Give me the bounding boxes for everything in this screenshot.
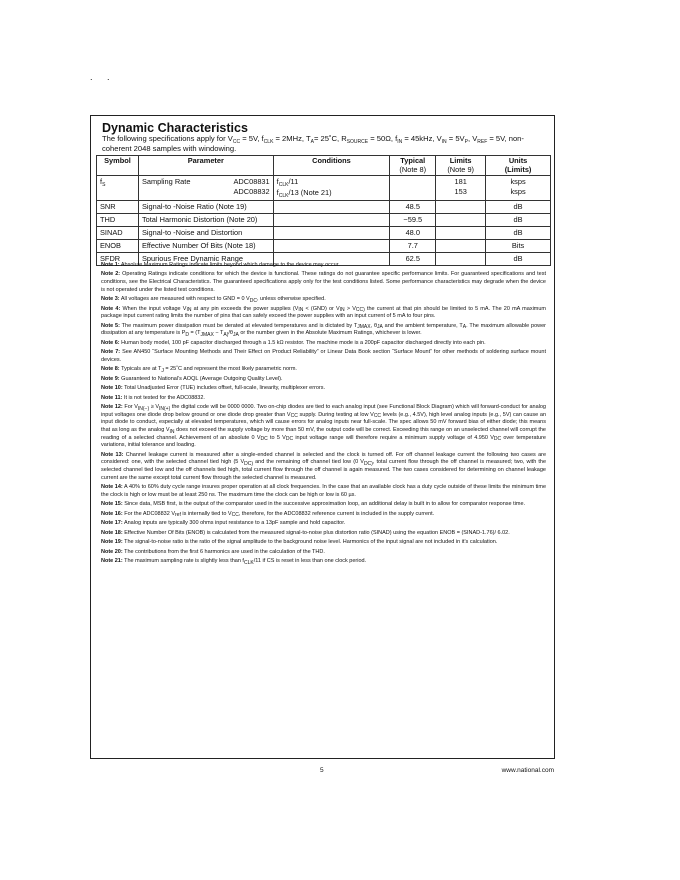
fs-condition-2: $f_{CLK}/13$ (Note 21) bbox=[276, 188, 332, 199]
note-label: Note 13: bbox=[101, 451, 124, 458]
section-intro: The following specifications apply for VCC = 5V, fCLK = 2MHz, TA= 25˚C, RSOURCE = 50Ω, fIN = 45kHz, VIN = 5VP, VREF = 5V, non-coherent 2048 samples with windowing. bbox=[102, 134, 524, 153]
note-item bbox=[101, 366, 546, 374]
cell-symbol: THD bbox=[97, 214, 139, 227]
fs-parameter-cell bbox=[138, 176, 273, 201]
note-text: Effective Number Of Bits (ENOB) is calculated from the measured signal-to-noise plus distortion ratio (SINAD) using the equation ENOB = (SINAD-1.76)/ 6.02. bbox=[124, 529, 510, 536]
table-header-row bbox=[97, 156, 551, 176]
cell-parameter: Signal-to -Noise and Distortion bbox=[138, 227, 273, 240]
note-label: Note 9: bbox=[101, 375, 120, 382]
note-item bbox=[101, 395, 546, 403]
note-text: The contributions from the first 6 harmonics are used in the calculation of the THD. bbox=[124, 548, 325, 555]
fs-parameter: Sampling Rate bbox=[141, 177, 191, 187]
note-item bbox=[101, 385, 546, 393]
note-text: Guaranteed to National’s AOQL (Average Outgoing Quality Level). bbox=[121, 375, 283, 382]
cell-conditions bbox=[273, 227, 390, 240]
fs-part-line-2 bbox=[142, 187, 270, 197]
note-label: Note 2: bbox=[101, 271, 121, 278]
note-item bbox=[101, 501, 546, 509]
note-label: Note 15: bbox=[101, 501, 123, 508]
cell-typical: 48.5 bbox=[390, 201, 436, 214]
note-label: Note 21: bbox=[101, 558, 123, 564]
cell-units: dB bbox=[486, 201, 551, 214]
fs-part-2: ADC08832 bbox=[233, 187, 270, 197]
note-item bbox=[101, 404, 546, 450]
header-conditions: Conditions bbox=[273, 156, 390, 176]
cell-limits bbox=[436, 201, 486, 214]
note-text: Channel leakage current is measured after a single-ended channel is selected and the clock is turned off. For off channel leakage current the following two cases are considered: one, with the selected channel tied high (5 VDC) and the remaining off channel tied low (0 VDC), total current flow through the off channel is measured; two, with the selected channel tied low and the off channels tied high, total current flow through the off channel is again measured. The two cases considered for determining on channel leakage current are the same except total current flow through the selected channel is measured. bbox=[101, 451, 547, 481]
note-text: Analog inputs are typically 300 ohms input resistance to a 13pF sample and hold capacitor. bbox=[123, 520, 346, 527]
header-typical bbox=[390, 156, 436, 176]
cell-symbol: ENOB bbox=[97, 240, 139, 253]
note-label: Note 7: bbox=[101, 349, 121, 356]
note-label: Note 20: bbox=[101, 548, 123, 555]
header-limits-note: (Note 9) bbox=[447, 164, 475, 174]
fs-conditions-cell bbox=[273, 176, 390, 201]
fs-part-line-1 bbox=[142, 177, 270, 187]
note-label: Note 17: bbox=[101, 520, 123, 527]
note-text: A 40% to 60% duty cycle range insures proper operation at all clock frequencies. In the case that an available clock has a duty cycle outside of these limits the minimum time the clock is high or low must be at least 250 ns. The maximum time the clock can be high or low is 60 µs. bbox=[101, 484, 547, 498]
note-item bbox=[101, 376, 546, 384]
note-label: Note 16: bbox=[101, 510, 123, 517]
note-label: Note 6: bbox=[101, 339, 120, 346]
note-item bbox=[101, 296, 546, 304]
header-units bbox=[486, 156, 551, 176]
header-typical-note: (Note 8) bbox=[399, 164, 427, 174]
note-item bbox=[101, 539, 546, 547]
page-number: 5 bbox=[320, 767, 324, 774]
header-limits-label: Limits bbox=[449, 156, 472, 165]
note-text: Human body model, 100 pF capacitor discharged through a 1.5 kΩ resistor. The machine mode is a 200pF capacitor discharged directly into each pin. bbox=[121, 339, 486, 346]
note-text: Operating Ratings indicate conditions for which the device is functional. These ratings do not guarantee specific performance limits. For guaranteed specifications and test conditions, see the Electrical Characteristics. The guaranteed specifications apply only for the test conditions listed. Some performance characteristics may degrade when the device is not operated under the listed test conditions. bbox=[101, 271, 547, 293]
fs-condition-1: $f_{CLK}/11$ bbox=[276, 177, 299, 188]
cell-symbol: SINAD bbox=[97, 227, 139, 240]
header-typical-label: Typical bbox=[400, 156, 426, 165]
table-row-sampling-rate bbox=[97, 176, 551, 201]
note-item bbox=[101, 323, 546, 338]
note-item bbox=[101, 271, 546, 294]
cell-symbol: SNR bbox=[97, 201, 139, 214]
note-item bbox=[101, 452, 546, 482]
header-units-label: Units bbox=[508, 156, 528, 165]
note-item bbox=[101, 511, 546, 519]
notes-list bbox=[101, 262, 546, 567]
datasheet-section bbox=[90, 115, 555, 759]
cell-units: dB bbox=[486, 214, 551, 227]
note-label: Note 4: bbox=[101, 305, 121, 312]
note-text: For VIN(−) ≥ VIN(+) the digital code will be 0000 0000. Two on-chip diodes are tied to each analog input (see Functional Block Diagram) which will forward-conduct for analog input voltages one diode drop below ground or one diode drop greater than VCC supply. During testing at low VCC levels (e.g., 4.5V), high level analog inputs (e.g., 5V) can cause an input diode to conduct, especially at elevated temperatures, which will cause errors for analog inputs near full-scale. The spec allows 50 mV forward bias of either diode; this means that as long as the analog VIN does not exceed the supply voltage by more than 50 mV, the output code will be correct. Exceeding this range on an unselected channel will corrupt the reading of a selected channel. Achievement of an absolute 0 VDC to 5 VDC input voltage range will therefore require a minimum supply voltage of 4.950 VDC over temperature variations, initial tolerance and loading. bbox=[101, 404, 547, 449]
fs-limits-cell bbox=[436, 176, 486, 201]
note-text: Absolute Maximum Ratings indicate limits beyond which damage to the device may occur. bbox=[120, 262, 340, 268]
note-text: Total Unadjusted Error (TUE) includes offset, full-scale, linearity, multiplexer errors. bbox=[124, 385, 326, 392]
cell-parameter: Total Harmonic Distortion (Note 20) bbox=[138, 214, 273, 227]
header-units-limits: (Limits) bbox=[504, 164, 532, 174]
note-label: Note 8: bbox=[101, 366, 120, 373]
note-label: Note 14: bbox=[101, 484, 123, 491]
cell-limits bbox=[436, 227, 486, 240]
note-text: Since data, MSB first, is the output of the comparator used in the successive approximation loop, an additional delay is built in to allow for comparator response time. bbox=[124, 501, 526, 508]
note-label: Note 10: bbox=[101, 385, 123, 392]
note-text: For the ADC08832 Vref is internally tied to VCC, therefore, for the ADC08832 reference current is included in the supply current. bbox=[124, 510, 435, 519]
fs-limit-2: 153 bbox=[454, 187, 467, 197]
cell-limits bbox=[436, 240, 486, 253]
cell-limits bbox=[436, 214, 486, 227]
note-label: Note 11: bbox=[101, 394, 123, 401]
note-text: All voltages are measured with respect to GND = 0 VDC, unless otherwise specified. bbox=[120, 296, 326, 304]
cell-typical: 7.7 bbox=[390, 240, 436, 253]
cell-parameter: Effective Number Of Bits (Note 18) bbox=[138, 240, 273, 253]
note-item bbox=[101, 340, 546, 348]
note-item bbox=[101, 262, 546, 270]
note-label: Note 1: bbox=[101, 262, 120, 268]
note-item bbox=[101, 484, 546, 499]
header-symbol: Symbol bbox=[97, 156, 139, 176]
note-text: See AN450 “Surface Mounting Methods and Their Effect on Product Reliability” or Linear Data Book section “Surface Mount” for other methods of soldering surface mount devices. bbox=[101, 349, 547, 363]
note-item bbox=[101, 549, 546, 557]
note-item bbox=[101, 530, 546, 538]
note-label: Note 19: bbox=[101, 539, 123, 546]
fs-part-1: ADC08831 bbox=[233, 177, 270, 187]
cell-conditions bbox=[273, 201, 390, 214]
fs-typical bbox=[390, 176, 436, 201]
cell-typical: 48.0 bbox=[390, 227, 436, 240]
note-item bbox=[101, 520, 546, 528]
table-row bbox=[97, 214, 551, 227]
note-text: The maximum power dissipation must be derated at elevated temperatures and is dictated by TJMAX, θJA and the ambient temperature, TA. The maximum allowable power dissipation at any temperature is PD = (TJMAX − TA)/θJA or the number given in the Absolute Maximum Ratings, whichever is lower. bbox=[101, 322, 546, 338]
table-row bbox=[97, 201, 551, 214]
note-label: Note 5: bbox=[101, 322, 120, 329]
note-text: When the input voltage VIN at any pin exceeds the power supplies (VIN < (GND) or VIN > VCC) the current at that pin should be limited to 5 mA. The 20 mA maximum package input current rating limits the number of pins that can safely exceed the power supplies with an input current of 5 mA to four pins. bbox=[101, 305, 547, 320]
top-marks: . . bbox=[90, 72, 116, 82]
note-text: The maximum sampling rate is slightly less than fCLK/11 if CS is reset in less than one clock period. bbox=[124, 558, 367, 566]
table-row bbox=[97, 240, 551, 253]
note-label: Note 3: bbox=[101, 296, 120, 303]
cell-parameter: Spurious Free Dynamic Range bbox=[138, 253, 273, 266]
header-limits bbox=[436, 156, 486, 176]
note-text: The signal-to-noise ratio is the ratio of the signal amplitude to the background noise level. Harmonics of the input signal are not included in it’s calculation. bbox=[124, 539, 498, 546]
header-parameter: Parameter bbox=[138, 156, 273, 176]
cell-conditions bbox=[273, 240, 390, 253]
cell-units: dB bbox=[486, 227, 551, 240]
note-text: Typicals are at TJ = 25˚C and represent the most likely parametric norm. bbox=[121, 366, 297, 374]
cell-parameter: Signal-to -Noise Ratio (Note 19) bbox=[138, 201, 273, 214]
note-item bbox=[101, 349, 546, 364]
cell-units: Bits bbox=[486, 240, 551, 253]
fs-symbol: $f_S$ bbox=[97, 176, 139, 201]
note-item bbox=[101, 558, 546, 566]
cell-units: dB bbox=[486, 253, 551, 266]
cell-conditions bbox=[273, 214, 390, 227]
cell-typical: 62.5 bbox=[390, 253, 436, 266]
cell-typical: −59.5 bbox=[390, 214, 436, 227]
fs-limit-1: 181 bbox=[454, 177, 467, 187]
note-label: Note 12: bbox=[101, 404, 123, 411]
note-label: Note 18: bbox=[101, 529, 123, 536]
dynamic-characteristics-table bbox=[96, 155, 551, 266]
footer-website: www.national.com bbox=[501, 767, 554, 774]
fs-unit-2: ksps bbox=[510, 187, 526, 197]
cell-symbol: SFDR bbox=[97, 253, 139, 266]
fs-units-cell bbox=[486, 176, 551, 201]
note-item bbox=[101, 306, 546, 321]
section-title: Dynamic Characteristics bbox=[102, 121, 248, 135]
note-text: It is not tested for the ADC08832. bbox=[123, 394, 205, 401]
table-row bbox=[97, 227, 551, 240]
fs-unit-1: ksps bbox=[510, 177, 526, 187]
